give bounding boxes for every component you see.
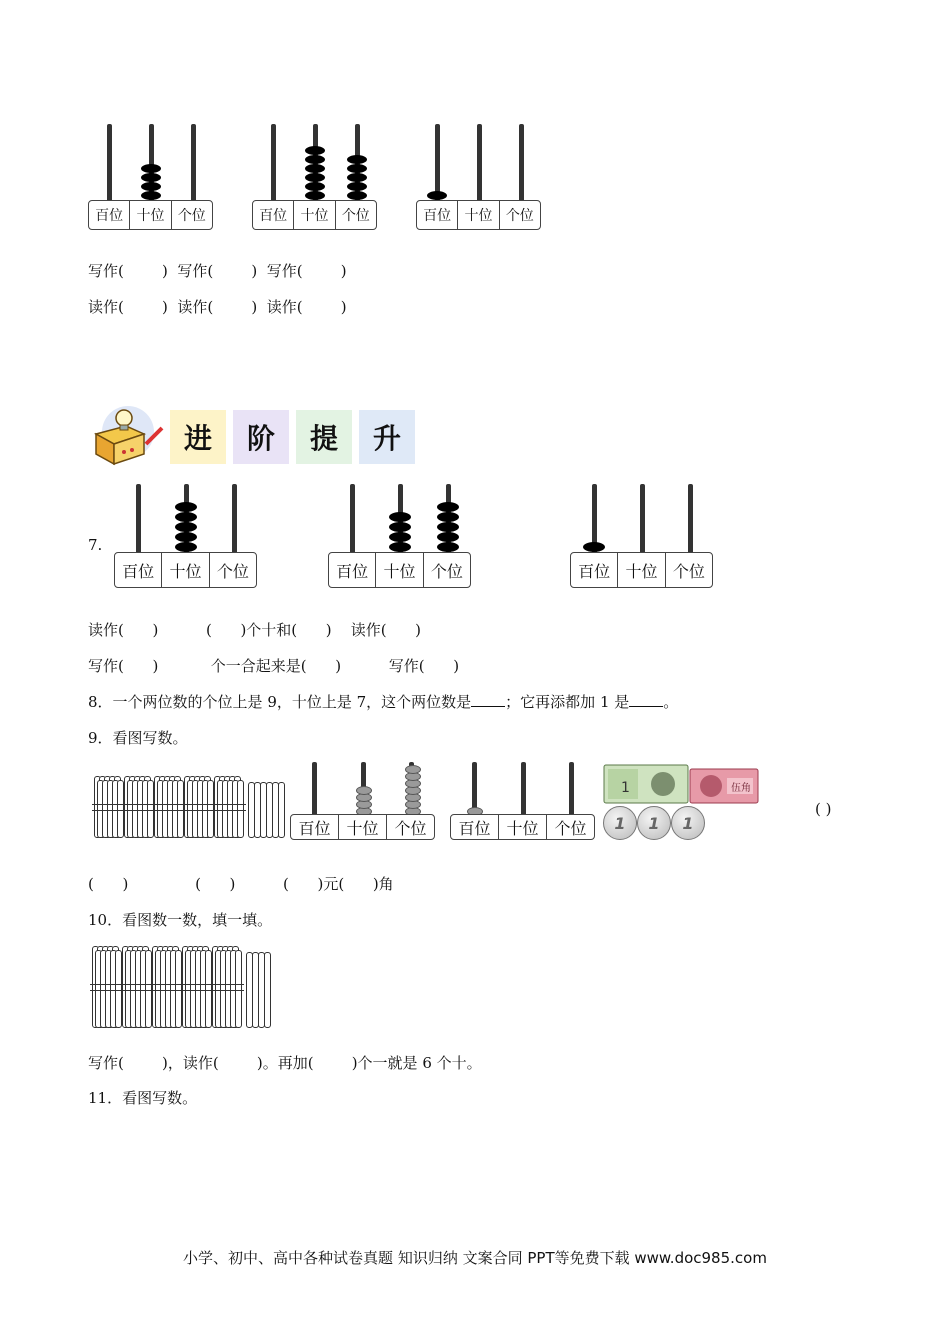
q9-money-figure [603,764,763,840]
banner-char-3: 提 [296,410,352,464]
abacus-bead [405,765,421,774]
abacus-bead [175,542,197,552]
abacus-bead [305,182,325,191]
abacus [88,124,214,228]
box-lightbulb-icon [88,404,168,468]
abacus-rod-hundreds [136,484,141,554]
q8-blank-2[interactable] [629,692,663,707]
one-yuan-coin-icon: 1 [637,806,671,840]
q8-blank-1[interactable] [471,692,505,707]
svg-text:伍角: 伍角 [731,783,751,794]
banner-char-4: 升 [359,410,415,464]
abacus-bead [347,182,367,191]
abacus-rod-tens [521,762,526,816]
abacus [114,484,258,586]
place-label-hundreds: 百位 [571,553,618,587]
abacus-bead [305,173,325,182]
banner [88,404,418,470]
top-write-line: 写作( ) 写作( ) 写作( ) [88,262,347,280]
abacus-bead [347,164,367,173]
one-yuan-coin-icon: 1 [603,806,637,840]
abacus-bead [583,542,605,552]
abacus-bead [141,164,161,173]
place-label-ones: 个位 [672,561,705,581]
footer-text: 小学、初中、高中各种试卷真题 知识归纳 文案合同 PPT等免费下载 www.doc985.com [183,1249,767,1267]
abacus [416,124,542,228]
loose-stick [278,782,285,838]
abacus-bead [175,512,197,522]
abacus [252,124,378,228]
place-label-hundreds: 百位 [451,815,499,839]
abacus [328,484,472,586]
abacus-bead [347,155,367,164]
place-value-box [252,200,377,230]
place-label-ones: 个位 [177,208,206,224]
q8-after: 。 [663,693,679,711]
place-label-tens: 十位 [376,553,423,587]
bundle-band [90,984,124,991]
place-label-ones: 个位 [216,561,249,581]
abacus-rod-hundreds [107,124,112,202]
q9-answer-right[interactable]: ( ) [815,800,832,818]
q7-line-2: 写作( ) 个一合起来是( ) 写作( ) [88,657,460,675]
one-yuan-coin-icon: 1 [671,806,705,840]
place-value-box [450,814,595,840]
place-label-tens: 十位 [339,815,387,839]
q8-before: 8．一个两位数的个位上是 9，十位上是 7，这个两位数是 [88,693,472,711]
bundle-band [120,984,154,991]
abacus-bead [437,532,459,542]
abacus-rod-hundreds [271,124,276,202]
abacus-rod-ones [519,124,524,202]
q8-text [88,692,678,712]
place-value-box [570,552,713,588]
loose-stick [264,952,271,1028]
place-label-ones: 个位 [430,561,463,581]
one-yuan-banknote-icon [603,764,689,804]
place-label-tens: 十位 [458,201,499,229]
q7-line-1: 读作( ) ( )个十和( ) 读作( ) [88,621,422,639]
place-label-hundreds: 百位 [115,553,162,587]
abacus-bead [389,512,411,522]
abacus-bead [141,182,161,191]
abacus-bead [437,522,459,532]
abacus-rod-ones [688,484,693,554]
abacus-bead [305,155,325,164]
place-value-box [114,552,257,588]
abacus-bead [437,512,459,522]
banner-char-2: 阶 [233,410,289,464]
abacus-bead [437,502,459,512]
place-value-box [88,200,213,230]
abacus [290,762,436,838]
place-label-ones: 个位 [341,208,370,224]
place-label-ones: 个位 [505,208,534,224]
q9-answer-line: ( ) ( ) ( )元( )角 [88,875,394,893]
bundle-band [212,804,246,811]
abacus-rod-ones [569,762,574,816]
abacus-rod-tens [640,484,645,554]
place-label-tens: 十位 [162,553,209,587]
place-label-tens: 十位 [618,553,665,587]
top-read-line: 读作( ) 读作( ) 读作( ) [88,298,347,316]
abacus-bead [389,532,411,542]
q7-number: 7. [88,536,103,554]
q9-title: 9．看图写数。 [88,729,188,747]
bundle-band [92,804,126,811]
abacus-bead [427,191,447,200]
banner-char-1: 进 [170,410,226,464]
bundle-band [150,984,184,991]
abacus-rod-hundreds [350,484,355,554]
abacus-bead [305,164,325,173]
bundle-band [210,984,244,991]
place-value-box [290,814,435,840]
place-value-box [328,552,471,588]
abacus-rod-ones [232,484,237,554]
five-jiao-banknote-icon [689,768,759,804]
q11-title: 11．看图写数。 [88,1089,198,1107]
abacus-bead [389,542,411,552]
q10-title: 10．看图数一数，填一填。 [88,911,273,929]
banknote-1-value: 1 [621,780,630,796]
q8-middle: ；它再添都加 1 是 [505,693,630,711]
place-label-hundreds: 百位 [291,815,339,839]
bundle-band [182,804,216,811]
place-label-tens: 十位 [130,201,171,229]
place-label-hundreds: 百位 [253,201,294,229]
place-label-ones: 个位 [394,818,427,838]
place-value-box [416,200,541,230]
place-label-ones: 个位 [554,818,587,838]
abacus [450,762,596,838]
bundle-band [180,984,214,991]
place-label-tens: 十位 [294,201,335,229]
abacus-rod-hundreds [312,762,317,816]
q10-line: 写作( )，读作( )。再加( )个一就是 6 个十。 [88,1054,482,1072]
abacus-bead [175,532,197,542]
abacus-bead [437,542,459,552]
abacus-bead [175,502,197,512]
place-label-hundreds: 百位 [417,201,458,229]
place-label-tens: 十位 [499,815,547,839]
abacus-rod-ones [191,124,196,202]
abacus-rod-tens [477,124,482,202]
abacus-bead [389,522,411,532]
abacus-bead [356,786,372,795]
bundle-band [122,804,156,811]
abacus-bead [305,146,325,155]
abacus-bead [347,173,367,182]
abacus-bead [175,522,197,532]
place-label-hundreds: 百位 [89,201,130,229]
place-label-hundreds: 百位 [329,553,376,587]
abacus-bead [347,191,367,200]
bundle-band [152,804,186,811]
abacus-bead [141,173,161,182]
abacus-bead [305,191,325,200]
abacus [570,484,714,586]
abacus-bead [141,191,161,200]
